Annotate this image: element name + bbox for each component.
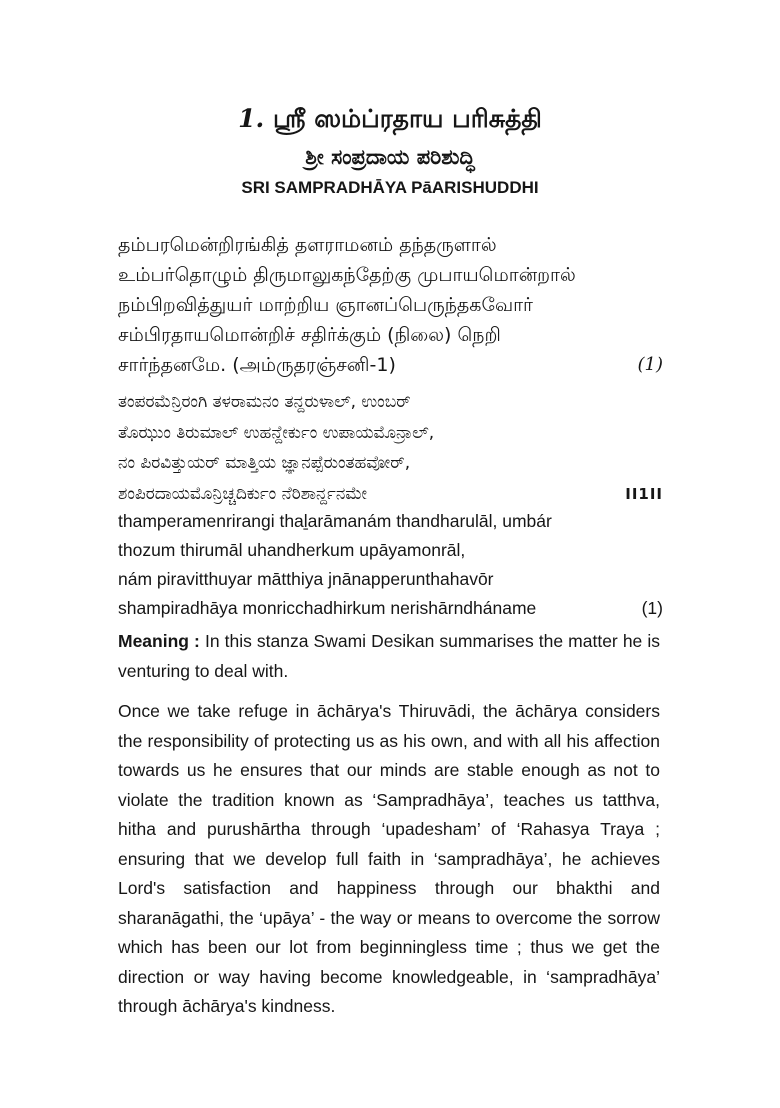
verse-line: ತೊಝುಂ ತಿರುಮಾಲ್ ಉಹನ್ದೇರ್ಕುಂ ಉಪಾಯಮೊನ್ರಾಲ್, [118,422,435,443]
explanation-paragraph: Once we take refuge in āchārya's Thiruvādi, the āchārya considers the responsibility of protecting us as his own, and with all his affection towards us he ensures that our minds are stable enough as not to violate the tradition known as ‘Sampradhāya’, teaches us tatthva, hitha and purushārtha through ‘upadesham’ of ‘Rahasya Traya ; ensuring that we develop full faith in ‘sampradhāya’, he achieves Lord's satisfaction and happiness through our bhakthi and sharanāgathi, the ‘upāya’ - the way or means to overcome the sorrow which has been our lot from beginningless time ; thus we get the direction or way having become knowledgeable, in ‘sampradhāya’ through āchārya's kindness. [118,701,660,1016]
chapter-title-kannada: ಶ್ರೀ ಸಂಪ್ರದಾಯ ಪರಿಶುದ್ಧಿ [305,145,475,169]
verse-line: உம்பர்தொழும் திருமாலுகந்தேற்கு முபாயமொன்றால் [118,264,576,286]
chapter-number: 1. [238,104,265,133]
verse-line-last [118,479,663,510]
verse-line: ನಂ ಪಿರವಿತ್ತುಯರ್ ಮಾತ್ತಿಯ ಜ್ಞಾನಪ್ಪೆರುಂತಹವೋರ್, [118,453,411,473]
tamil-verse [118,230,663,380]
verse-line: thamperamenrirangi thaḻarāmanám thandharulāl, umbár [118,511,552,531]
verse-number: II1II [625,484,663,503]
verse-line: தம்பரமென்றிரங்கித் தளராமனம் தந்தருளால் [118,234,497,256]
chapter-title-english: SRI SAMPRADHĀYA PāARISHUDDHI [241,178,539,197]
verse-line-last [118,350,663,380]
transliteration-verse [118,507,663,623]
kannada-verse [118,387,663,509]
meaning-paragraph [118,627,660,686]
verse-line: nám piravitthuyar mātthiya jnānapperunthahavōr [118,569,494,589]
verse-line: சம்பிரதாயமொன்றிச் சதிர்க்கும் (நிலை) நெறி [118,324,501,346]
chapter-title-tamil: ஸ்ரீ ஸம்ப்ரதாய பரிசுத்தி [272,104,542,133]
verse-line: நம்பிறவித்துயர் மாற்றிய ஞானப்பெருந்தகவோர் [118,294,533,316]
verse-line-text: ಶಂಪಿರದಾಯಮೊನ್ರಿಚ್ಚದಿರ್ಕುಂ ನೆರಿಶಾರ್ನ್ದನಮೇ [118,483,368,504]
verse-number: (1) [641,598,663,618]
verse-line: thozum thirumāl uhandherkum upāyamonrāl, [118,540,466,560]
meaning-label: Meaning : [118,631,200,651]
chapter-title [0,102,780,136]
verse-line-text: சார்ந்தனமே. (அம்ருதரஞ்சனி-1) [118,354,396,376]
verse-number: (1) [637,354,663,375]
verse-line-last [118,594,663,623]
verse-line: ತಂಪರಮೆನ್ರಿರಂಗಿ ತಳರಾಮನಂ ತನ್ದರುಳಾಲ್, ಉಂಬರ್ [118,392,411,412]
meaning-text: In this stanza Swami Desikan summarises the matter he is venturing to deal with. [118,631,660,681]
verse-line-text: shampiradhāya monricchadhirkum nerishārndháname [118,598,537,618]
